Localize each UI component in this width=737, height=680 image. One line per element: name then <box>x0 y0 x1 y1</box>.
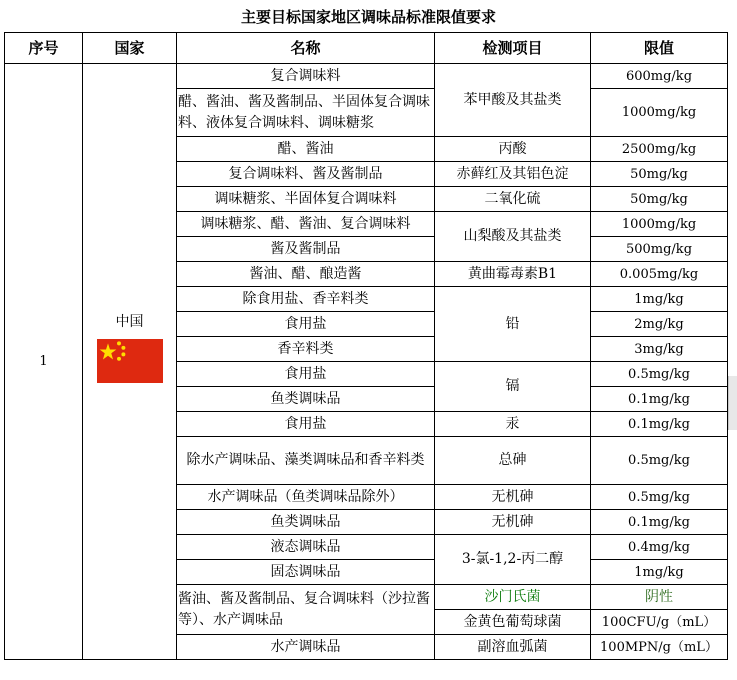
header-limit: 限值 <box>591 33 728 64</box>
limit-cell: 阴性 <box>591 585 728 610</box>
limit-cell <box>591 610 728 635</box>
limit-cell: 0.1mg/kg <box>591 387 728 412</box>
name-cell: 醋、酱油、酱及酱制品、半固体复合调味料、液体复合调味料、调味糖浆 <box>177 89 435 137</box>
item-cell: 总砷 <box>435 437 591 485</box>
limit-cell: 3mg/kg <box>591 337 728 362</box>
limit-cell: 600mg/kg <box>591 64 728 89</box>
header-name: 名称 <box>177 33 435 64</box>
name-cell: 固态调味品 <box>177 560 435 585</box>
table-title: 主要目标国家地区调味品标准限值要求 <box>240 8 496 26</box>
name-cell: 酱及酱制品 <box>177 237 435 262</box>
limit-cell: 2mg/kg <box>591 312 728 337</box>
limit-cell: 1000mg/kg <box>591 212 728 237</box>
name-cell: 鱼类调味品 <box>177 387 435 412</box>
limit-cell: 0.5mg/kg <box>591 485 728 510</box>
item-cell: 苯甲酸及其盐类 <box>435 64 591 137</box>
item-cell: 黄曲霉毒素B1 <box>435 262 591 287</box>
limit-cell: 50mg/kg <box>591 162 728 187</box>
header-row <box>5 33 728 64</box>
item-cell: 二氧化硫 <box>435 187 591 212</box>
limit-cell: 0.5mg/kg <box>591 437 728 485</box>
item-cell: 沙门氏菌 <box>435 585 591 610</box>
limit-cell: 2500mg/kg <box>591 137 728 162</box>
item-cell: 无机砷 <box>435 510 591 535</box>
header-country: 国家 <box>83 33 177 64</box>
limit-cell: 500mg/kg <box>591 237 728 262</box>
item-cell: 山梨酸及其盐类 <box>435 212 591 262</box>
item-cell: 无机砷 <box>435 485 591 510</box>
name-cell: 复合调味料 <box>177 64 435 89</box>
name-cell: 调味糖浆、半固体复合调味料 <box>177 187 435 212</box>
item-cell: 3-氯-1,2-丙二醇 <box>435 535 591 585</box>
name-cell: 除水产调味品、藻类调味品和香辛料类 <box>177 437 435 485</box>
limit-text: 100CFU/g（mL） <box>601 614 717 630</box>
item-cell: 金黄色葡萄球菌 <box>435 610 591 635</box>
limit-cell <box>591 635 728 660</box>
vertical-scrollbar[interactable] <box>728 376 737 430</box>
country-cell <box>83 64 177 660</box>
limit-cell: 1mg/kg <box>591 287 728 312</box>
limit-cell: 0.1mg/kg <box>591 510 728 535</box>
standards-table <box>4 32 728 660</box>
item-cell: 赤藓红及其铝色淀 <box>435 162 591 187</box>
item-cell: 副溶血弧菌 <box>435 635 591 660</box>
limit-cell: 0.1mg/kg <box>591 412 728 437</box>
limit-cell: 50mg/kg <box>591 187 728 212</box>
seq-cell: 1 <box>5 64 83 660</box>
name-cell: 液态调味品 <box>177 535 435 560</box>
name-cell: 鱼类调味品 <box>177 510 435 535</box>
limit-text: 100MPN/g（mL） <box>600 639 718 655</box>
name-cell: 香辛料类 <box>177 337 435 362</box>
name-cell: 食用盐 <box>177 362 435 387</box>
item-cell: 汞 <box>435 412 591 437</box>
name-cell: 醋、酱油 <box>177 137 435 162</box>
limit-cell: 0.4mg/kg <box>591 535 728 560</box>
name-cell: 酱油、酱及酱制品、复合调味料（沙拉酱等）、水产调味品 <box>177 585 435 635</box>
china-flag-icon <box>97 339 163 383</box>
item-cell: 丙酸 <box>435 137 591 162</box>
limit-cell: 1000mg/kg <box>591 89 728 137</box>
limit-cell: 0.005mg/kg <box>591 262 728 287</box>
name-cell: 水产调味品（鱼类调味品除外） <box>177 485 435 510</box>
item-cell: 铅 <box>435 287 591 362</box>
name-cell: 食用盐 <box>177 412 435 437</box>
name-cell: 食用盐 <box>177 312 435 337</box>
limit-cell: 0.5mg/kg <box>591 362 728 387</box>
limit-cell: 1mg/kg <box>591 560 728 585</box>
header-item: 检测项目 <box>435 33 591 64</box>
header-seq: 序号 <box>5 33 83 64</box>
name-cell: 除食用盐、香辛料类 <box>177 287 435 312</box>
name-cell: 复合调味料、酱及酱制品 <box>177 162 435 187</box>
name-cell: 调味糖浆、醋、酱油、复合调味料 <box>177 212 435 237</box>
name-cell: 水产调味品 <box>177 635 435 660</box>
table-row <box>5 64 728 89</box>
item-cell: 镉 <box>435 362 591 412</box>
country-name: 中国 <box>115 314 144 330</box>
name-cell: 酱油、醋、酿造酱 <box>177 262 435 287</box>
